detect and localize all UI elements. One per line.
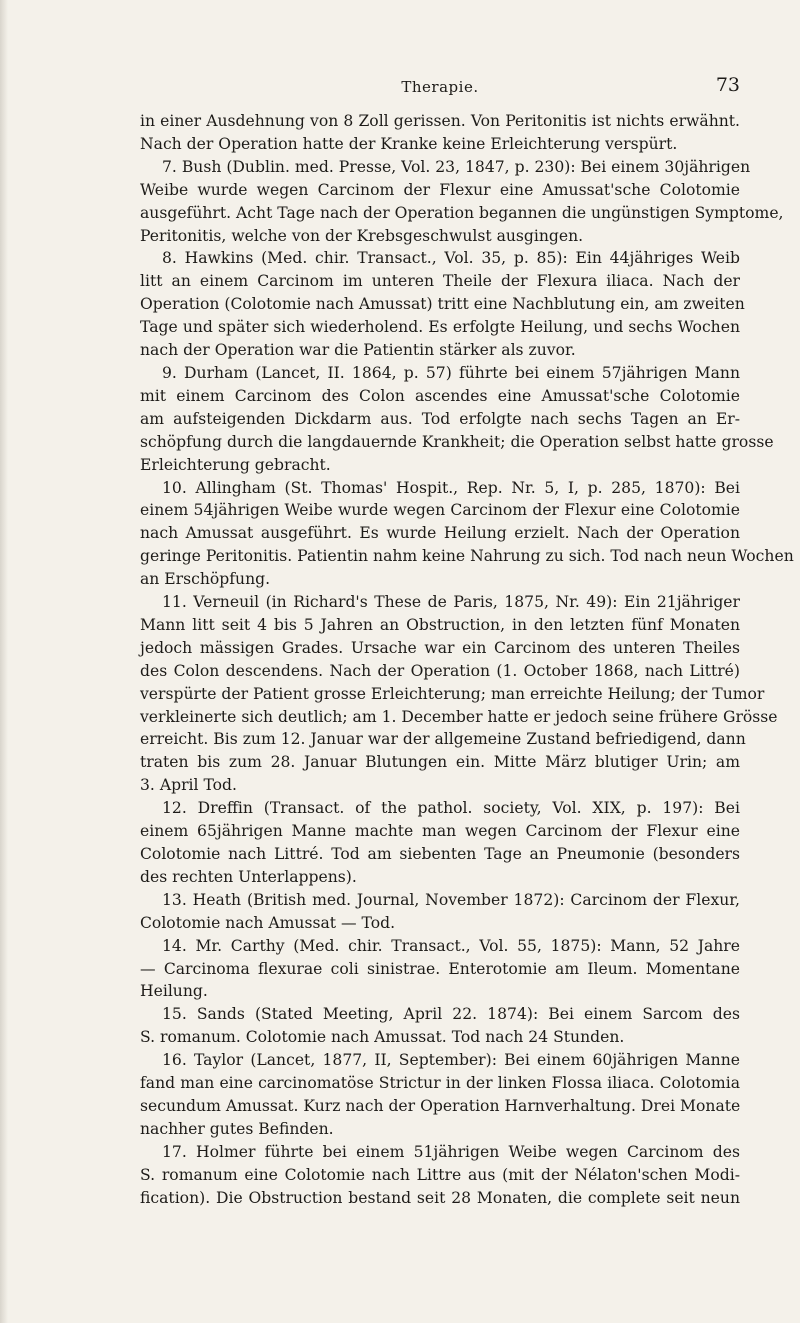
text-line: in einer Ausdehnung von 8 Zoll gerissen. Von Peritonitis ist nichts erwähnt. [140, 112, 740, 130]
case-10-start: 10. Allingham (St. Thomas' Hospit., Rep. Nr. 5, I, p. 285, 1870): Bei [162, 478, 740, 497]
case-13-start: 13. Heath (British med. Journal, November 1872): Carcinom der Flexur, [162, 890, 740, 909]
text-line: Weibe wurde wegen Carcinom der Flexur eine Amussat'sche Colotomie [140, 180, 740, 199]
text-line: einem 65jährigen Manne machte man wegen Carcinom der Flexur eine [140, 822, 740, 841]
text-line: S. romanum. Colotomie nach Amussat. Tod nach 24 Stunden. [140, 1028, 625, 1047]
text-line: Colotomie nach Littré. Tod am siebenten Tage an Pneumonie (besonders [140, 845, 740, 863]
text-line: Nach der Operation hatte der Kranke keine Erleichterung verspürt. [140, 134, 678, 153]
text-line: secundum Amussat. Kurz nach der Operation Harnverhaltung. Drei Monate [140, 1096, 741, 1115]
text-line: 3. April Tod. [140, 776, 237, 795]
case-17-start: 17. Holmer führte bei einem 51jährigen Weibe wegen Carcinom des [162, 1142, 740, 1161]
page-number: 73 [715, 74, 740, 96]
running-title: Therapie. [401, 78, 479, 96]
case-15-start: 15. Sands (Stated Meeting, April 22. 1874): Bei einem Sarcom des [162, 1005, 740, 1024]
text-line: traten bis zum 28. Januar Blutungen ein. Mitte März blutiger Urin; am [140, 753, 740, 772]
text-line: des Colon descendens. Nach der Operation (1. October 1868, nach Littré) [140, 661, 740, 680]
text-line: jedoch mässigen Grades. Ursache war ein Carcinom des unteren Theiles [140, 638, 740, 657]
text-line: ausgeführt. Acht Tage nach der Operation begannen die ungünstigen Symptome, [140, 203, 784, 222]
text-line: nachher gutes Befinden. [140, 1119, 334, 1138]
text-line: litt an einem Carcinom im unteren Theile der Flexura iliaca. Nach der [140, 272, 740, 291]
page-header [140, 74, 740, 104]
text-line: nach Amussat ausgeführt. Es wurde Heilung erzielt. Nach der Operation [140, 524, 740, 543]
body-text [140, 110, 794, 1210]
text-line: Tage und später sich wiederholend. Es erfolgte Heilung, und sechs Wochen [140, 318, 740, 337]
case-8-start: 8. Hawkins (Med. chir. Transact., Vol. 35, p. 85): Ein 44jähriges Weib [162, 249, 740, 268]
text-line: verkleinerte sich deutlich; am 1. December hatte er jedoch seine frühere Grösse [140, 707, 778, 726]
case-16-start: 16. Taylor (Lancet, 1877, II, September): Bei einem 60jährigen Manne [162, 1051, 740, 1070]
text-line: Peritonitis, welche von der Krebsgeschwulst ausgingen. [140, 226, 584, 245]
text-line: geringe Peritonitis. Patientin nahm keine Nahrung zu sich. Tod nach neun Wochen [140, 547, 794, 566]
text-line: — Carcinoma flexurae coli sinistrae. Enterotomie am Ileum. Momentane [140, 959, 740, 978]
text-line: des rechten Unterlappens). [140, 867, 357, 886]
text-line: nach der Operation war die Patientin stärker als zuvor. [140, 341, 576, 360]
text-line: einem 54jährigen Weibe wurde wegen Carcinom der Flexur eine Colotomie [140, 501, 740, 520]
text-line: fand man eine carcinomatöse Strictur in der linken Flossa iliaca. Colotomia [140, 1074, 740, 1093]
text-line: Heilung. [140, 982, 208, 1001]
text-line: Operation (Colotomie nach Amussat) tritt eine Nachblutung ein, am zweiten [140, 295, 745, 314]
text-line: schöpfung durch die langdauernde Krankheit; die Operation selbst hatte grosse [140, 432, 774, 451]
text-line: fication). Die Obstruction bestand seit 28 Monaten, die complete seit neun [140, 1188, 740, 1207]
text-line: S. romanum eine Colotomie nach Littre aus (mit der Nélaton'schen Modi- [140, 1165, 740, 1184]
case-11-start: 11. Verneuil (in Richard's These de Paris, 1875, Nr. 49): Ein 21jähriger [162, 593, 740, 612]
text-line: Colotomie nach Amussat — Tod. [140, 913, 396, 932]
text-line: verspürte der Patient grosse Erleichterung; man erreichte Heilung; der Tumor [140, 684, 765, 703]
text-line: an Erschöpfung. [140, 570, 271, 589]
case-12-start: 12. Dreffin (Transact. of the pathol. society, Vol. XIX, p. 197): Bei [162, 799, 740, 818]
case-7-start: 7. Bush (Dublin. med. Presse, Vol. 23, 1847, p. 230): Bei einem 30jährigen [162, 157, 751, 176]
case-14-start: 14. Mr. Carthy (Med. chir. Transact., Vol. 55, 1875): Mann, 52 Jahre [162, 936, 740, 955]
text-line: am aufsteigenden Dickdarm aus. Tod erfolgte nach sechs Tagen an Er- [140, 409, 740, 428]
case-9-start: 9. Durham (Lancet, II. 1864, p. 57) führte bei einem 57jährigen Mann [162, 363, 740, 382]
text-line: Mann litt seit 4 bis 5 Jahren an Obstruction, in den letzten fünf Monaten [140, 615, 740, 634]
text-line: erreicht. Bis zum 12. Januar war der allgemeine Zustand befriedigend, dann [140, 730, 746, 749]
text-line: Erleichterung gebracht. [140, 455, 331, 474]
text-line: mit einem Carcinom des Colon ascendes eine Amussat'sche Colotomie [140, 386, 740, 405]
page-edge-shadow [0, 0, 8, 1323]
